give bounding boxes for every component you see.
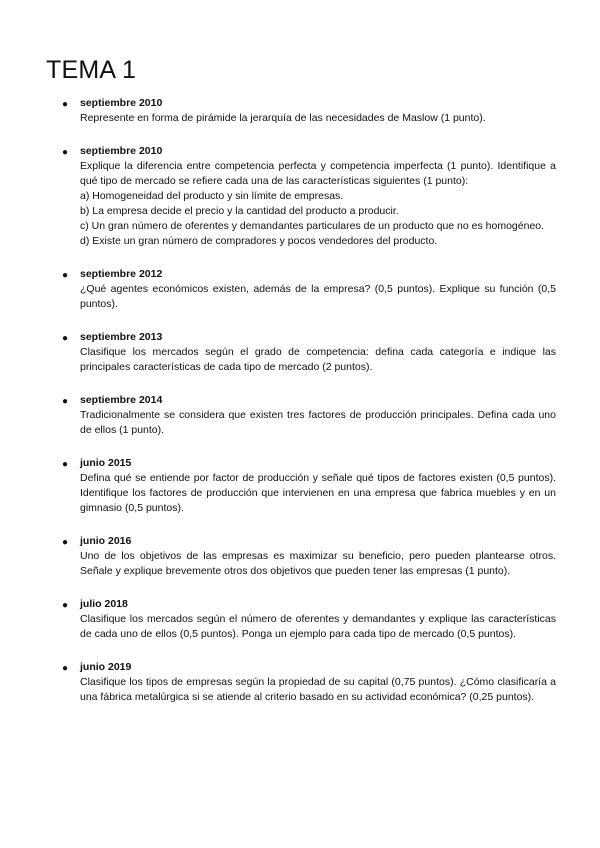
question-item bbox=[0, 144, 600, 249]
question-subitem: a) Homogeneidad del producto y sin límite de empresas. bbox=[80, 190, 344, 202]
question-text: Represente en forma de pirámide la jerarquía de las necesidades de Maslow (1 punto). bbox=[80, 112, 486, 124]
bullet-icon: ● bbox=[62, 600, 69, 611]
question-date: junio 2016 bbox=[80, 535, 132, 547]
question-date: septiembre 2013 bbox=[80, 331, 163, 343]
bullet-icon: ● bbox=[62, 459, 69, 470]
question-item bbox=[0, 534, 600, 579]
question-item bbox=[0, 267, 600, 312]
bullet-icon: ● bbox=[62, 147, 69, 158]
bullet-icon: ● bbox=[62, 270, 69, 281]
question-date: junio 2015 bbox=[80, 457, 132, 469]
question-item bbox=[0, 96, 600, 126]
question-item bbox=[0, 660, 600, 705]
question-item bbox=[0, 597, 600, 642]
question-date: julio 2018 bbox=[80, 598, 128, 610]
question-text: Clasifique los mercados según el grado de competencia: defina cada categoría e indique las principales características de cada tipo de mercado (2 puntos). bbox=[80, 346, 556, 373]
question-text: Tradicionalmente se considera que existen tres factores de producción principales. Defina cada uno de ellos (1 punto). bbox=[80, 409, 556, 436]
page-title: TEMA 1 bbox=[46, 56, 137, 84]
question-text: Clasifique los mercados según el número de oferentes y demandantes y explique las características de cada uno de ellos (0,5 puntos). Ponga un ejemplo para cada tipo de mercado (0,5 puntos). bbox=[80, 613, 556, 640]
question-date: septiembre 2010 bbox=[80, 145, 163, 157]
question-date: septiembre 2010 bbox=[80, 97, 163, 109]
bullet-icon: ● bbox=[62, 99, 69, 110]
question-date: septiembre 2014 bbox=[80, 394, 163, 406]
question-item bbox=[0, 456, 600, 516]
bullet-icon: ● bbox=[62, 663, 69, 674]
question-subitem: b) La empresa decide el precio y la cantidad del producto a producir. bbox=[80, 205, 399, 217]
bullet-icon: ● bbox=[62, 396, 69, 407]
question-text: Explique la diferencia entre competencia perfecta y competencia imperfecta (1 punto). Identifique a qué tipo de mercado se refiere cada una de las características siguientes (1 punto): bbox=[80, 160, 556, 187]
question-text: Defina qué se entiende por factor de producción y señale qué tipos de factores existen (0,5 puntos). Identifique los factores de producción que intervienen en una empresa que fabrica muebles y en un gimnasio (0,5 puntos). bbox=[80, 472, 556, 514]
question-item bbox=[0, 393, 600, 438]
question-list bbox=[0, 96, 600, 723]
question-subitem: c) Un gran número de oferentes y demandantes particulares de un producto que no es homogéneo. bbox=[80, 220, 545, 232]
bullet-icon: ● bbox=[62, 333, 69, 344]
question-item bbox=[0, 330, 600, 375]
question-subitem: d) Existe un gran número de compradores y pocos vendedores del producto. bbox=[80, 235, 438, 247]
question-text: Clasifique los tipos de empresas según la propiedad de su capital (0,75 puntos). ¿Cómo clasificaría a una fábrica metalúrgica si se atiende al criterio basado en su actividad económica? (0,25 puntos). bbox=[80, 676, 556, 703]
question-text: ¿Qué agentes económicos existen, además de la empresa? (0,5 puntos). Explique su función (0,5 puntos). bbox=[80, 283, 556, 310]
bullet-icon: ● bbox=[62, 537, 69, 548]
question-date: junio 2019 bbox=[80, 661, 132, 673]
question-text: Uno de los objetivos de las empresas es maximizar su beneficio, pero pueden plantearse otros. Señale y explique brevemente otros dos objetivos que pueden tener las empresas (1 punto). bbox=[80, 550, 556, 577]
question-date: septiembre 2012 bbox=[80, 268, 163, 280]
